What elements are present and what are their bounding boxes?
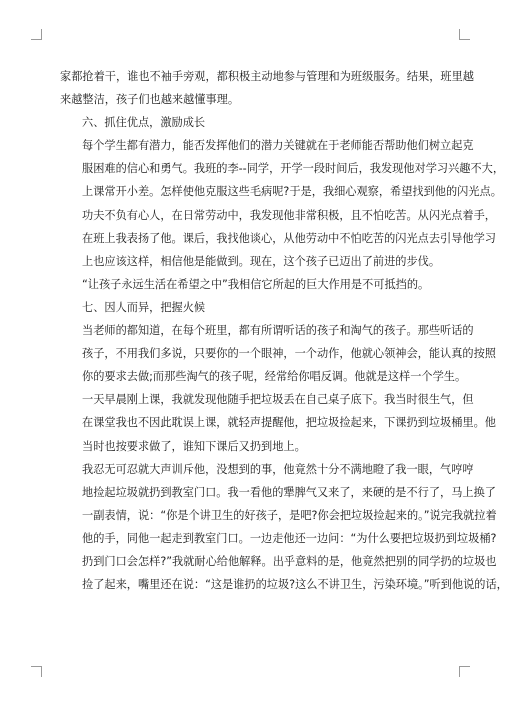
text-line: 地捡起垃圾就扔到教室门口。我一看他的犟脾气又来了，来硬的是不行了，马上换了 bbox=[82, 485, 496, 499]
text-line: 一天早晨刚上课，我就发现他随手把垃圾丢在自己桌子底下。我当时很生气，但 bbox=[82, 393, 474, 407]
text-line: 每个学生都有潜力，能否发挥他们的潜力关键就在于老师能否帮助他们树立起克 bbox=[82, 139, 474, 153]
text-line: 在课堂我也不因此耽误上课，就轻声提醒他，把垃圾捡起来，下课扔到垃圾桶里。他 bbox=[82, 416, 496, 430]
paragraph bbox=[60, 65, 474, 111]
crop-mark-top-right bbox=[459, 29, 470, 40]
page-content bbox=[60, 65, 508, 596]
text-line: 上也应该这样，相信他是能做到。现在，这个孩子已迈出了前进的步伐。 bbox=[82, 254, 441, 268]
paragraph bbox=[60, 319, 496, 388]
text-line: 当时也按要求做了，谁知下课后又扔到地上。 bbox=[82, 439, 306, 453]
text-line: 功夫不负有心人，在日常劳动中，我发现他非常积极，且不怕吃苦。从闪光点着手， bbox=[82, 208, 496, 222]
text-line: 你的要求去做;而那些淘气的孩子呢，经常给你唱反调。他就是这样一个学生。 bbox=[82, 370, 467, 384]
text-line: 来越整洁，孩子们也越来越懂事理。 bbox=[60, 93, 240, 107]
text-line: 我忍无可忍就大声训斥他，没想到的事，他竟然十分不满地瞪了我一眼，气哼哼 bbox=[82, 462, 474, 476]
text-line: “让孩子永远生活在希望之中”我相信它所起的巨大作用是不可抵挡的。 bbox=[82, 277, 430, 291]
paragraph bbox=[60, 388, 496, 457]
paragraph bbox=[60, 134, 505, 273]
paragraph bbox=[60, 273, 450, 296]
crop-mark-bottom-right bbox=[459, 666, 470, 677]
text-line: 服困难的信心和勇气。我班的李--同学，开学一段时间后，我发现他对学习兴趣不大， bbox=[82, 162, 505, 176]
text-line: 他的手，同他一起走到教室门口。一边走他还一边问：“为什么要把垃圾扔到垃圾桶? bbox=[82, 531, 497, 545]
paragraph bbox=[60, 111, 450, 134]
paragraph bbox=[60, 296, 450, 319]
paragraph bbox=[60, 458, 508, 597]
text-line: 捡了起来，嘴里还在说：“这是谁扔的垃圾?这么不讲卫生，污染环境。”听到他说的话， bbox=[82, 578, 508, 592]
text-line: 六、抓住优点，激励成长 bbox=[82, 116, 206, 130]
crop-mark-bottom-left bbox=[31, 666, 42, 677]
text-line: 当老师的都知道，在每个班里，都有所谓听话的孩子和淘气的孩子。那些听话的 bbox=[82, 324, 474, 338]
crop-mark-top-left bbox=[31, 29, 42, 40]
text-line: 上课常开小差。怎样使他克服这些毛病呢?于是，我细心观察，希望找到他的闪光点。 bbox=[82, 185, 502, 199]
text-line: 一副表情，说：“你是个讲卫生的好孩子，是吧?你会把垃圾捡起来的。”说完我就拉着 bbox=[82, 508, 497, 522]
text-line: 扔到门口会怎样?”我就耐心给他解释。出乎意料的是，他竟然把别的同学扔的垃圾也 bbox=[82, 554, 497, 568]
text-line: 七、因人而异，把握火候 bbox=[82, 300, 206, 314]
text-line: 家都抢着干，谁也不袖手旁观，都积极主动地参与管理和为班级服务。结果，班里越 bbox=[60, 70, 474, 83]
text-line: 在班上我表扬了他。课后，我找他谈心，从他劳动中不怕吃苦的闪光点去引导他学习 bbox=[82, 231, 496, 245]
text-line: 孩子，不用我们多说，只要你的一个眼神，一个动作，他就心领神会，能认真的按照 bbox=[82, 347, 496, 361]
